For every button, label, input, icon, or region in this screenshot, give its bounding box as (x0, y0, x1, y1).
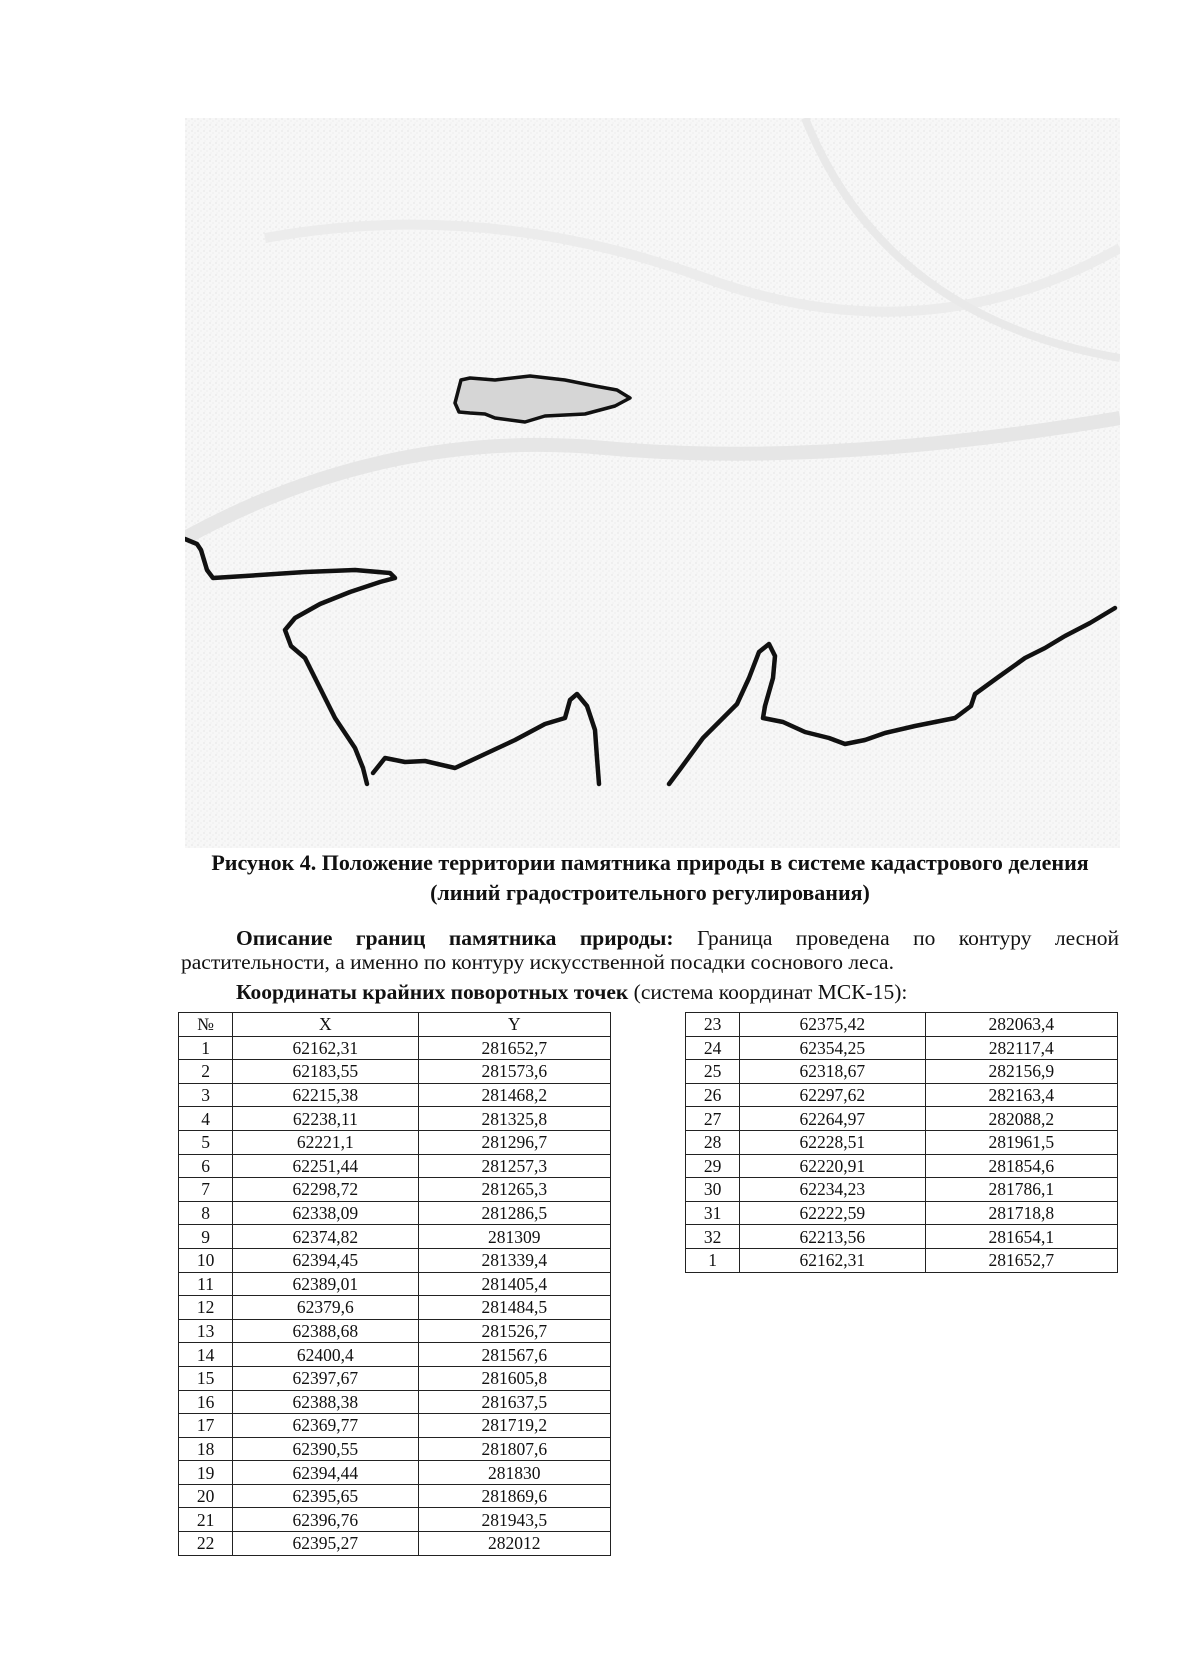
y-coordinate-cell: 281296,7 (418, 1130, 610, 1154)
y-coordinate-cell: 281405,4 (418, 1272, 610, 1296)
point-number-cell: 7 (179, 1178, 233, 1202)
point-number-cell: 32 (686, 1225, 740, 1249)
point-number-cell: 29 (686, 1154, 740, 1178)
x-coordinate-cell: 62397,67 (233, 1366, 418, 1390)
y-coordinate-cell: 281961,5 (925, 1130, 1117, 1154)
point-number-cell: 19 (179, 1461, 233, 1485)
y-coordinate-cell: 281484,5 (418, 1296, 610, 1320)
table-row (179, 1201, 611, 1225)
y-coordinate-cell: 281786,1 (925, 1178, 1117, 1202)
column-header-y: Y (418, 1013, 610, 1037)
x-coordinate-cell: 62251,44 (233, 1154, 418, 1178)
y-coordinate-cell: 281468,2 (418, 1083, 610, 1107)
point-number-cell: 16 (179, 1390, 233, 1414)
x-coordinate-cell: 62396,76 (233, 1508, 418, 1532)
point-number-cell: 18 (179, 1437, 233, 1461)
table-row (179, 1296, 611, 1320)
x-coordinate-cell: 62394,45 (233, 1248, 418, 1272)
point-number-cell: 26 (686, 1083, 740, 1107)
x-coordinate-cell: 62354,25 (740, 1036, 925, 1060)
coordinates-heading-bold: Координаты крайних поворотных точек (236, 980, 629, 1004)
x-coordinate-cell: 62388,68 (233, 1319, 418, 1343)
x-coordinate-cell: 62395,27 (233, 1532, 418, 1556)
y-coordinate-cell: 281526,7 (418, 1319, 610, 1343)
table-row (686, 1201, 1118, 1225)
point-number-cell: 13 (179, 1319, 233, 1343)
point-number-cell: 5 (179, 1130, 233, 1154)
point-number-cell: 15 (179, 1366, 233, 1390)
table-row (179, 1272, 611, 1296)
coordinates-table-right (685, 1012, 1118, 1273)
point-number-cell: 1 (179, 1036, 233, 1060)
description-text: Граница проведена по контуру лесной растительности, а именно по контуру искусственной посадки соснового леса. (181, 926, 1119, 974)
y-coordinate-cell: 281637,5 (418, 1390, 610, 1414)
y-coordinate-cell: 281854,6 (925, 1154, 1117, 1178)
figure-caption: Рисунок 4. Положение территории памятника природы в системе кадастрового деления (линий градостроительного регулирования) (211, 850, 1089, 905)
table-row (686, 1036, 1118, 1060)
point-number-cell: 3 (179, 1083, 233, 1107)
x-coordinate-cell: 62379,6 (233, 1296, 418, 1320)
y-coordinate-cell: 281943,5 (418, 1508, 610, 1532)
y-coordinate-cell: 281265,3 (418, 1178, 610, 1202)
point-number-cell: 20 (179, 1484, 233, 1508)
point-number-cell: 8 (179, 1201, 233, 1225)
x-coordinate-cell: 62388,38 (233, 1390, 418, 1414)
point-number-cell: 14 (179, 1343, 233, 1367)
y-coordinate-cell: 282163,4 (925, 1083, 1117, 1107)
x-coordinate-cell: 62228,51 (740, 1130, 925, 1154)
column-header-x: X (233, 1013, 418, 1037)
table-row (686, 1178, 1118, 1202)
table-row (179, 1060, 611, 1084)
table-row (179, 1036, 611, 1060)
coordinates-table-left (178, 1012, 611, 1556)
point-number-cell: 11 (179, 1272, 233, 1296)
description-lead: Описание границ памятника природы: (236, 926, 674, 950)
point-number-cell: 28 (686, 1130, 740, 1154)
table-row (179, 1319, 611, 1343)
x-coordinate-cell: 62215,38 (233, 1083, 418, 1107)
x-coordinate-cell: 62238,11 (233, 1107, 418, 1131)
point-number-cell: 21 (179, 1508, 233, 1532)
point-number-cell: 10 (179, 1248, 233, 1272)
point-number-cell: 23 (686, 1013, 740, 1037)
x-coordinate-cell: 62234,23 (740, 1178, 925, 1202)
table-row (179, 1484, 611, 1508)
y-coordinate-cell: 281869,6 (418, 1484, 610, 1508)
y-coordinate-cell: 282156,9 (925, 1060, 1117, 1084)
table-row (179, 1343, 611, 1367)
y-coordinate-cell: 281830 (418, 1461, 610, 1485)
y-coordinate-cell: 281719,2 (418, 1414, 610, 1438)
x-coordinate-cell: 62390,55 (233, 1437, 418, 1461)
point-number-cell: 31 (686, 1201, 740, 1225)
x-coordinate-cell: 62297,62 (740, 1083, 925, 1107)
table-row (686, 1013, 1118, 1037)
x-coordinate-cell: 62264,97 (740, 1107, 925, 1131)
y-coordinate-cell: 281325,8 (418, 1107, 610, 1131)
table-row (686, 1083, 1118, 1107)
x-coordinate-cell: 62369,77 (233, 1414, 418, 1438)
y-coordinate-cell: 281339,4 (418, 1248, 610, 1272)
x-coordinate-cell: 62222,59 (740, 1201, 925, 1225)
x-coordinate-cell: 62162,31 (740, 1248, 925, 1272)
table-row (179, 1225, 611, 1249)
table-row (179, 1461, 611, 1485)
table-row (179, 1083, 611, 1107)
y-coordinate-cell: 281286,5 (418, 1201, 610, 1225)
y-coordinate-cell: 282088,2 (925, 1107, 1117, 1131)
point-number-cell: 17 (179, 1414, 233, 1438)
table-row (179, 1107, 611, 1131)
point-number-cell: 24 (686, 1036, 740, 1060)
y-coordinate-cell: 281309 (418, 1225, 610, 1249)
table-row (179, 1130, 611, 1154)
y-coordinate-cell: 281605,8 (418, 1366, 610, 1390)
column-header-number: № (179, 1013, 233, 1037)
table-row (179, 1248, 611, 1272)
table-row (179, 1532, 611, 1556)
point-number-cell: 4 (179, 1107, 233, 1131)
table-row (179, 1178, 611, 1202)
point-number-cell: 1 (686, 1248, 740, 1272)
y-coordinate-cell: 281257,3 (418, 1154, 610, 1178)
table-row (686, 1130, 1118, 1154)
table-row (686, 1060, 1118, 1084)
table-row (179, 1414, 611, 1438)
point-number-cell: 12 (179, 1296, 233, 1320)
table-row (686, 1248, 1118, 1272)
x-coordinate-cell: 62298,72 (233, 1178, 418, 1202)
table-row (686, 1107, 1118, 1131)
table-row (179, 1154, 611, 1178)
x-coordinate-cell: 62220,91 (740, 1154, 925, 1178)
y-coordinate-cell: 281654,1 (925, 1225, 1117, 1249)
point-number-cell: 6 (179, 1154, 233, 1178)
y-coordinate-cell: 282012 (418, 1532, 610, 1556)
point-number-cell: 27 (686, 1107, 740, 1131)
table-row (179, 1508, 611, 1532)
table-row (179, 1366, 611, 1390)
x-coordinate-cell: 62389,01 (233, 1272, 418, 1296)
table-row (179, 1437, 611, 1461)
coordinates-heading (236, 980, 1116, 1004)
point-number-cell: 9 (179, 1225, 233, 1249)
x-coordinate-cell: 62374,82 (233, 1225, 418, 1249)
table-row (686, 1225, 1118, 1249)
x-coordinate-cell: 62162,31 (233, 1036, 418, 1060)
x-coordinate-cell: 62375,42 (740, 1013, 925, 1037)
cadastral-map-figure (185, 118, 1120, 848)
y-coordinate-cell: 281652,7 (925, 1248, 1117, 1272)
y-coordinate-cell: 281573,6 (418, 1060, 610, 1084)
point-number-cell: 22 (179, 1532, 233, 1556)
x-coordinate-cell: 62400,4 (233, 1343, 418, 1367)
table-header-row (179, 1013, 611, 1037)
y-coordinate-cell: 281567,6 (418, 1343, 610, 1367)
point-number-cell: 30 (686, 1178, 740, 1202)
coordinates-heading-rest: (система координат МСК-15): (628, 980, 908, 1004)
table-row (179, 1390, 611, 1414)
x-coordinate-cell: 62221,1 (233, 1130, 418, 1154)
x-coordinate-cell: 62395,65 (233, 1484, 418, 1508)
x-coordinate-cell: 62183,55 (233, 1060, 418, 1084)
x-coordinate-cell: 62394,44 (233, 1461, 418, 1485)
x-coordinate-cell: 62213,56 (740, 1225, 925, 1249)
point-number-cell: 25 (686, 1060, 740, 1084)
point-number-cell: 2 (179, 1060, 233, 1084)
x-coordinate-cell: 62338,09 (233, 1201, 418, 1225)
y-coordinate-cell: 281718,8 (925, 1201, 1117, 1225)
boundary-map-svg (185, 118, 1120, 848)
x-coordinate-cell: 62318,67 (740, 1060, 925, 1084)
y-coordinate-cell: 281652,7 (418, 1036, 610, 1060)
y-coordinate-cell: 282117,4 (925, 1036, 1117, 1060)
table-row (686, 1154, 1118, 1178)
y-coordinate-cell: 281807,6 (418, 1437, 610, 1461)
y-coordinate-cell: 282063,4 (925, 1013, 1117, 1037)
boundary-description (181, 926, 1119, 974)
